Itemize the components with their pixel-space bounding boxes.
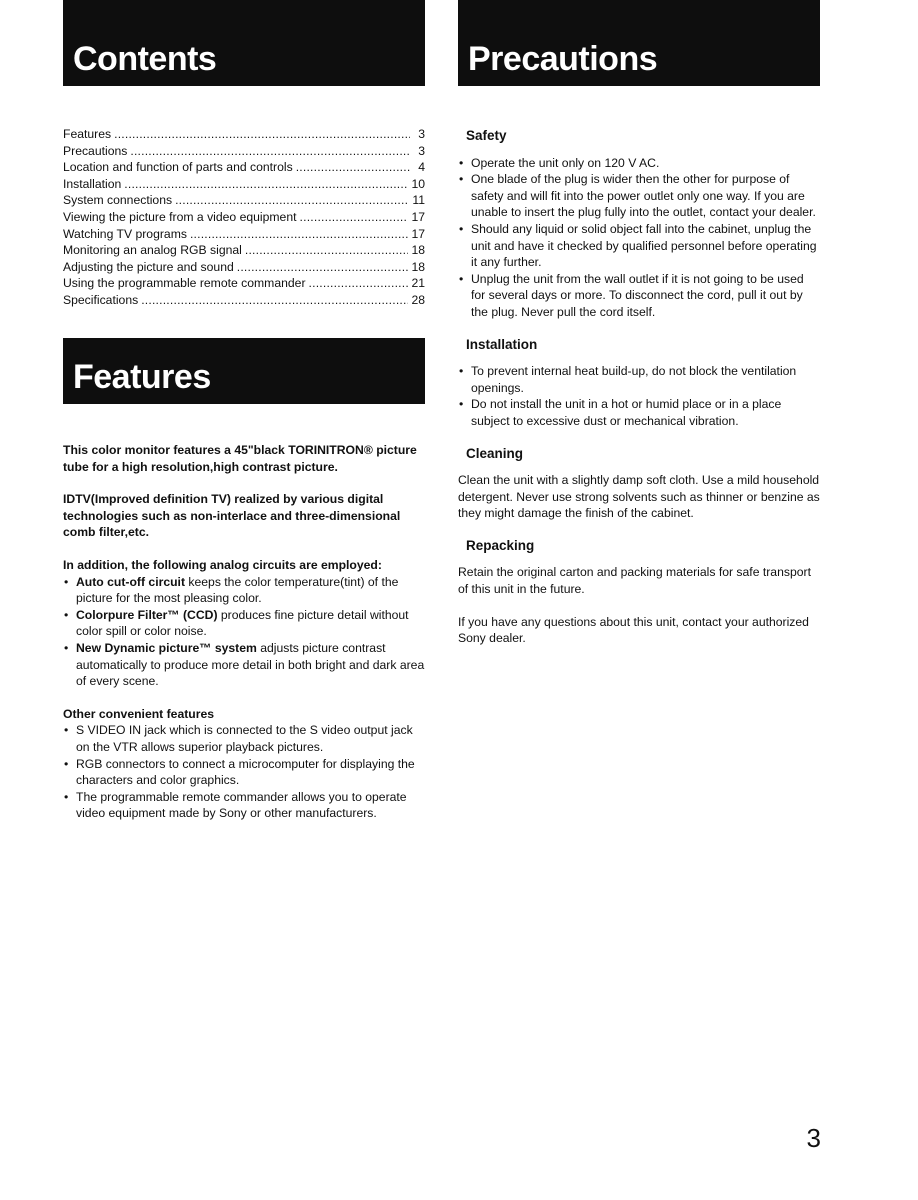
features-body — [63, 442, 425, 822]
list-item: • Do not install the unit in a hot or humid place or in a place subject to excessive dust or mechanical vibration. — [458, 396, 820, 429]
other-features-list — [63, 722, 425, 822]
features-banner — [63, 338, 425, 404]
installation-list — [458, 363, 820, 429]
closing-text: If you have any questions about this unit, contact your authorized Sony dealer. — [458, 614, 809, 646]
safety-heading: Safety — [466, 128, 507, 143]
features-intro-tube: This color monitor features a 45"black TORINITRON® picture tube for a high resolution,high contrast picture. — [63, 443, 417, 474]
repacking-text: Retain the original carton and packing materials for safe transport of this unit in the future. — [458, 565, 811, 597]
toc-entry: Adjusting the picture and sound ..... 18 — [63, 259, 425, 276]
analog-circuits-list — [63, 574, 425, 690]
cleaning-heading: Cleaning — [466, 445, 524, 461]
list-item: • To prevent internal heat build-up, do not block the ventilation openings. — [458, 363, 820, 396]
toc-entry: System connections ..... 11 — [63, 192, 425, 209]
list-item: • Unplug the unit from the wall outlet if it is not going to be used for several days or more. To disconnect the cord, pull it out by the plug. Never pull the cord itself. — [458, 271, 820, 321]
toc-entry: Watching TV programs ..... 17 — [63, 226, 425, 243]
features-title: Features — [73, 358, 211, 396]
list-item: • Auto cut-off circuit keeps the color temperature(tint) of the picture for the most pleasing color. — [63, 574, 425, 607]
list-item: • RGB connectors to connect a microcomputer for displaying the characters and color graphics. — [63, 756, 425, 789]
precautions-title: Precautions — [468, 40, 658, 78]
precautions-banner — [458, 0, 820, 86]
toc-entry: Features ..... 3 — [63, 126, 425, 143]
page-number: 3 — [806, 1123, 821, 1153]
list-item: • S VIDEO IN jack which is connected to the S video output jack on the VTR allows superior playback pictures. — [63, 722, 425, 755]
toc-entry: Specifications ..... 28 — [63, 292, 425, 309]
contents-banner — [63, 0, 425, 86]
features-intro-idtv: IDTV(Improved definition TV) realized by various digital technologies such as non-interlace and three-dimensional comb filter,etc. — [63, 492, 401, 540]
analog-circuits-heading: In addition, the following analog circuits are employed: — [63, 557, 382, 572]
toc-entry: Location and function of parts and controls ..... 4 — [63, 159, 425, 176]
toc-entry: Viewing the picture from a video equipment ..... 17 — [63, 209, 425, 226]
precautions-body — [458, 128, 820, 647]
list-item: • New Dynamic picture™ system adjusts picture contrast automatically to produce more detail in both bright and dark area of every scene. — [63, 640, 425, 690]
repacking-heading: Repacking — [466, 537, 535, 553]
list-item: • The programmable remote commander allows you to operate video equipment made by Sony or other manufacturers. — [63, 789, 425, 822]
list-item: • Colorpure Filter™ (CCD) produces fine picture detail without color spill or color noise. — [63, 607, 425, 640]
toc-entry: Using the programmable remote commander ..... 21 — [63, 275, 425, 292]
list-item: • Operate the unit only on 120 V AC. — [458, 155, 820, 172]
other-features-heading: Other convenient features — [63, 706, 215, 721]
installation-heading: Installation — [466, 336, 538, 352]
toc-entry: Installation ..... 10 — [63, 176, 425, 193]
safety-list — [458, 155, 820, 321]
list-item: • Should any liquid or solid object fall into the cabinet, unplug the unit and have it checked by qualified personnel before operating it any further. — [458, 221, 820, 271]
contents-title: Contents — [73, 40, 217, 78]
toc-entry: Precautions ..... 3 — [63, 143, 425, 160]
table-of-contents — [63, 126, 425, 309]
cleaning-text: Clean the unit with a slightly damp soft cloth. Use a mild household detergent. Never use strong solvents such as thinner or benzine as they might damage the finish of the cabinet. — [458, 473, 820, 521]
list-item: • One blade of the plug is wider then the other for purpose of safety and will fit into the power outlet only one way. If you are unable to insert the plug fully into the outlet, contact your dealer. — [458, 171, 820, 221]
toc-entry: Monitoring an analog RGB signal ..... 18 — [63, 242, 425, 259]
